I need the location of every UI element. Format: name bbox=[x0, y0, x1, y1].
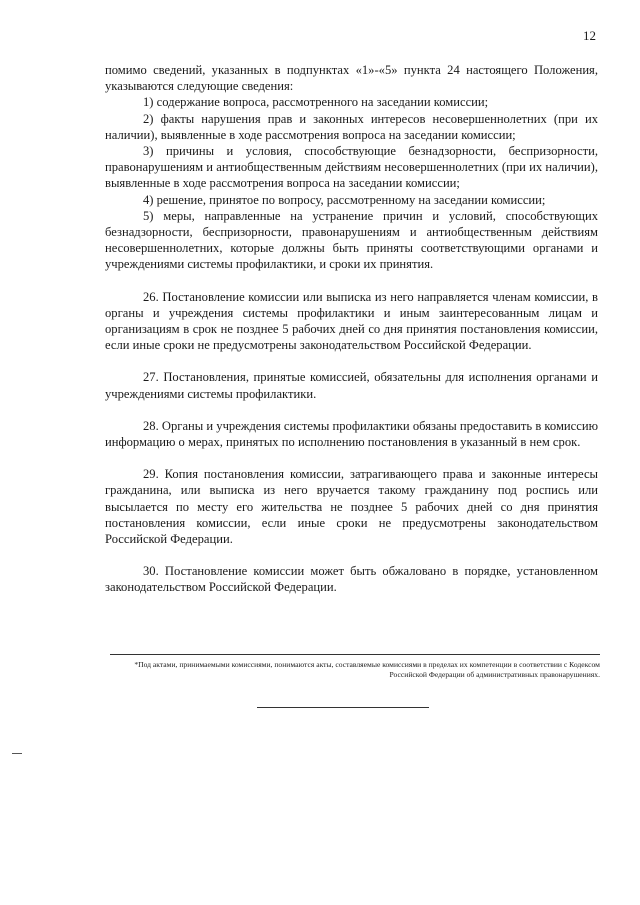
list-item-4: 4) решение, принятое по вопросу, рассмотренному на заседании комиссии; bbox=[143, 192, 546, 207]
clause-28: 28. Органы и учреждения системы профилактики обязаны предоставить в комиссию информацию о мерах, принятых по исполнению постановления в указанный в нем срок. bbox=[105, 418, 598, 450]
list-item-1: 1) содержание вопроса, рассмотренного на заседании комиссии; bbox=[143, 95, 489, 110]
page-number: 12 bbox=[583, 28, 596, 43]
end-of-text-line bbox=[257, 707, 429, 708]
clause-30: 30. Постановление комиссии может быть обжаловано в порядке, установленном законодательством Российской Федерации. bbox=[105, 564, 598, 595]
margin-mark bbox=[12, 753, 22, 754]
footnote: *Под актами, принимаемыми комиссиями, понимаются акты, составляемые комиссиями в пределах их компетенции в соответствии с Кодексом Российской Федерации об административных правонарушениях. bbox=[134, 660, 600, 679]
clause-26: 26. Постановление комиссии или выписка из него направляется членам комиссии, в органы и учреждения системы профилактики и иным заинтересованным лицам и организациям в срок не позднее 5 рабочих дней со дня принятия постановления комиссии, если иные сроки не предусмотрены законодательством Российской Федерации. bbox=[105, 289, 598, 353]
list-item-5: 5) меры, направленные на устранение причин и условий, способствующих безнадзорности, беспризорности, правонарушениям и антиобщественным действиям несовершеннолетних, которые должны быть приняты соответствующими органами и учреждениями системы профилактики, и сроки их принятия. bbox=[105, 208, 598, 272]
list-item-2: 2) факты нарушения прав и законных интересов несовершеннолетних (при их наличии), выявленные в ходе рассмотрения вопроса на заседании комиссии; bbox=[105, 111, 598, 142]
list-item-3: 3) причины и условия, способствующие безнадзорности, беспризорности, правонарушениям и антиобщественным действиям несовершеннолетних (при их наличии), выявленные в ходе рассмотрения вопроса на заседании комиссии; bbox=[105, 144, 598, 191]
intro-paragraph: помимо сведений, указанных в подпунктах «1»-«5» пункта 24 настоящего Положения, указываются следующие сведения: bbox=[105, 63, 598, 94]
document-body bbox=[105, 62, 598, 596]
clause-29: 29. Копия постановления комиссии, затрагивающего права и законные интересы гражданина, или выписка из него вручается такому гражданину под роспись или высылается по месту его жительства не позднее 5 рабочих дней со дня принятия постановления комиссии, если иные сроки не предусмотрены законодательством Российской Федерации. bbox=[105, 467, 598, 547]
clause-27: 27. Постановления, принятые комиссией, обязательны для исполнения органами и учреждениями системы профилактики. bbox=[105, 370, 598, 401]
footnote-divider bbox=[110, 654, 600, 655]
